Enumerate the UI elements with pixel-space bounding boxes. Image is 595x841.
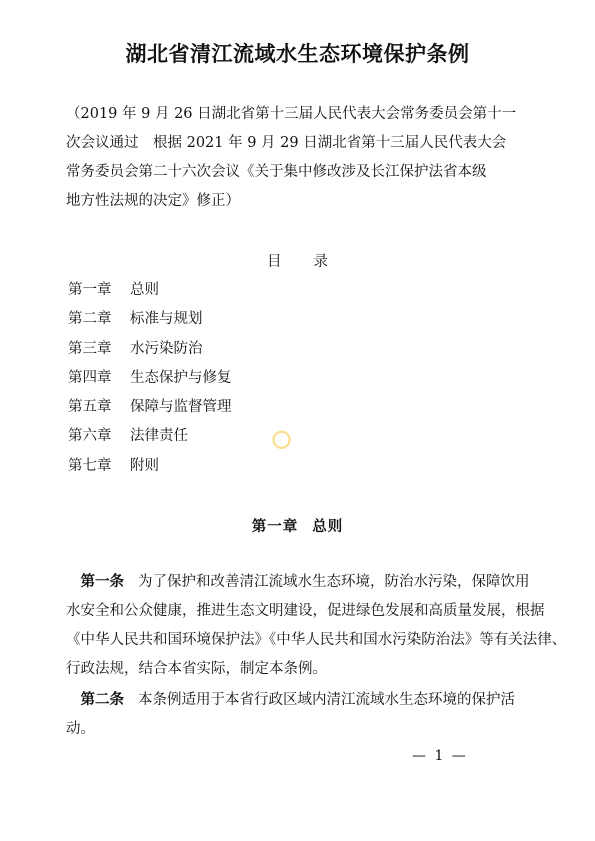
toc-item xyxy=(68,339,232,368)
toc-item xyxy=(68,280,232,309)
note-line: （2019 年 9 月 26 日湖北省第十三届人民代表大会常务委员会第十一 xyxy=(66,106,517,122)
chapter-number: 第一章 xyxy=(251,519,299,535)
adoption-note xyxy=(66,100,536,216)
toc-item xyxy=(68,397,232,426)
toc-chapter-title: 标准与规划 xyxy=(130,311,203,328)
note-line: 次会议通过 根据 2021 年 9 月 29 日湖北省第十三届人民代表大会 xyxy=(66,135,507,151)
toc-item xyxy=(68,426,232,455)
page-number: — 1 — xyxy=(412,748,468,764)
toc-item xyxy=(68,456,232,485)
article-indent xyxy=(66,692,81,708)
toc-item xyxy=(68,309,232,338)
article-text: 为了保护和改善清江流域水生态环境，防治水污染，保障饮用 xyxy=(138,574,530,590)
article-text: 水安全和公众健康，推进生态文明建设，促进绿色发展和高质量发展，根据 xyxy=(66,603,545,619)
article-text: 本条例适用于本省行政区域内清江流域水生态环境的保护活 xyxy=(138,692,515,708)
cloud-watermark-logo xyxy=(262,382,352,462)
toc-chapter-number: 第五章 xyxy=(68,399,112,416)
article-2 xyxy=(66,686,538,744)
article-text: 动。 xyxy=(66,721,95,737)
toc-chapter-number: 第六章 xyxy=(68,428,112,445)
chapter-title: 总则 xyxy=(312,519,344,535)
document-title: 湖北省清江流域水生态环境保护条例 xyxy=(125,42,470,66)
toc-item xyxy=(68,368,232,397)
toc-chapter-title: 水污染防治 xyxy=(130,340,203,357)
table-of-contents xyxy=(68,280,232,485)
toc-chapter-number: 第二章 xyxy=(68,311,112,328)
toc-chapter-number: 第一章 xyxy=(68,282,112,298)
article-label: 第一条 xyxy=(80,574,124,590)
toc-chapter-title: 保障与监督管理 xyxy=(130,399,232,416)
toc-chapter-title: 生态保护与修复 xyxy=(130,369,232,386)
toc-chapter-number: 第七章 xyxy=(68,457,112,474)
article-text: 行政法规，结合本省实际，制定本条例。 xyxy=(66,661,327,677)
toc-chapter-title: 总则 xyxy=(130,282,159,298)
toc-heading: 目录 xyxy=(267,254,360,270)
note-line: 地方性法规的决定》修正） xyxy=(66,193,240,209)
toc-chapter-number: 第三章 xyxy=(68,340,112,357)
toc-chapter-title: 法律责任 xyxy=(130,428,188,445)
article-text: 《中华人民共和国环境保护法》《中华人民共和国水污染防治法》等有关法律、 xyxy=(66,632,567,648)
article-indent xyxy=(66,574,81,590)
article-1 xyxy=(66,568,567,684)
note-line: 常务委员会第二十六次会议《关于集中修改涉及长江保护法省本级 xyxy=(66,164,487,180)
chapter-heading xyxy=(0,515,595,536)
article-label: 第二条 xyxy=(80,692,124,708)
toc-chapter-number: 第四章 xyxy=(68,369,112,386)
toc-chapter-title: 附则 xyxy=(130,457,159,474)
